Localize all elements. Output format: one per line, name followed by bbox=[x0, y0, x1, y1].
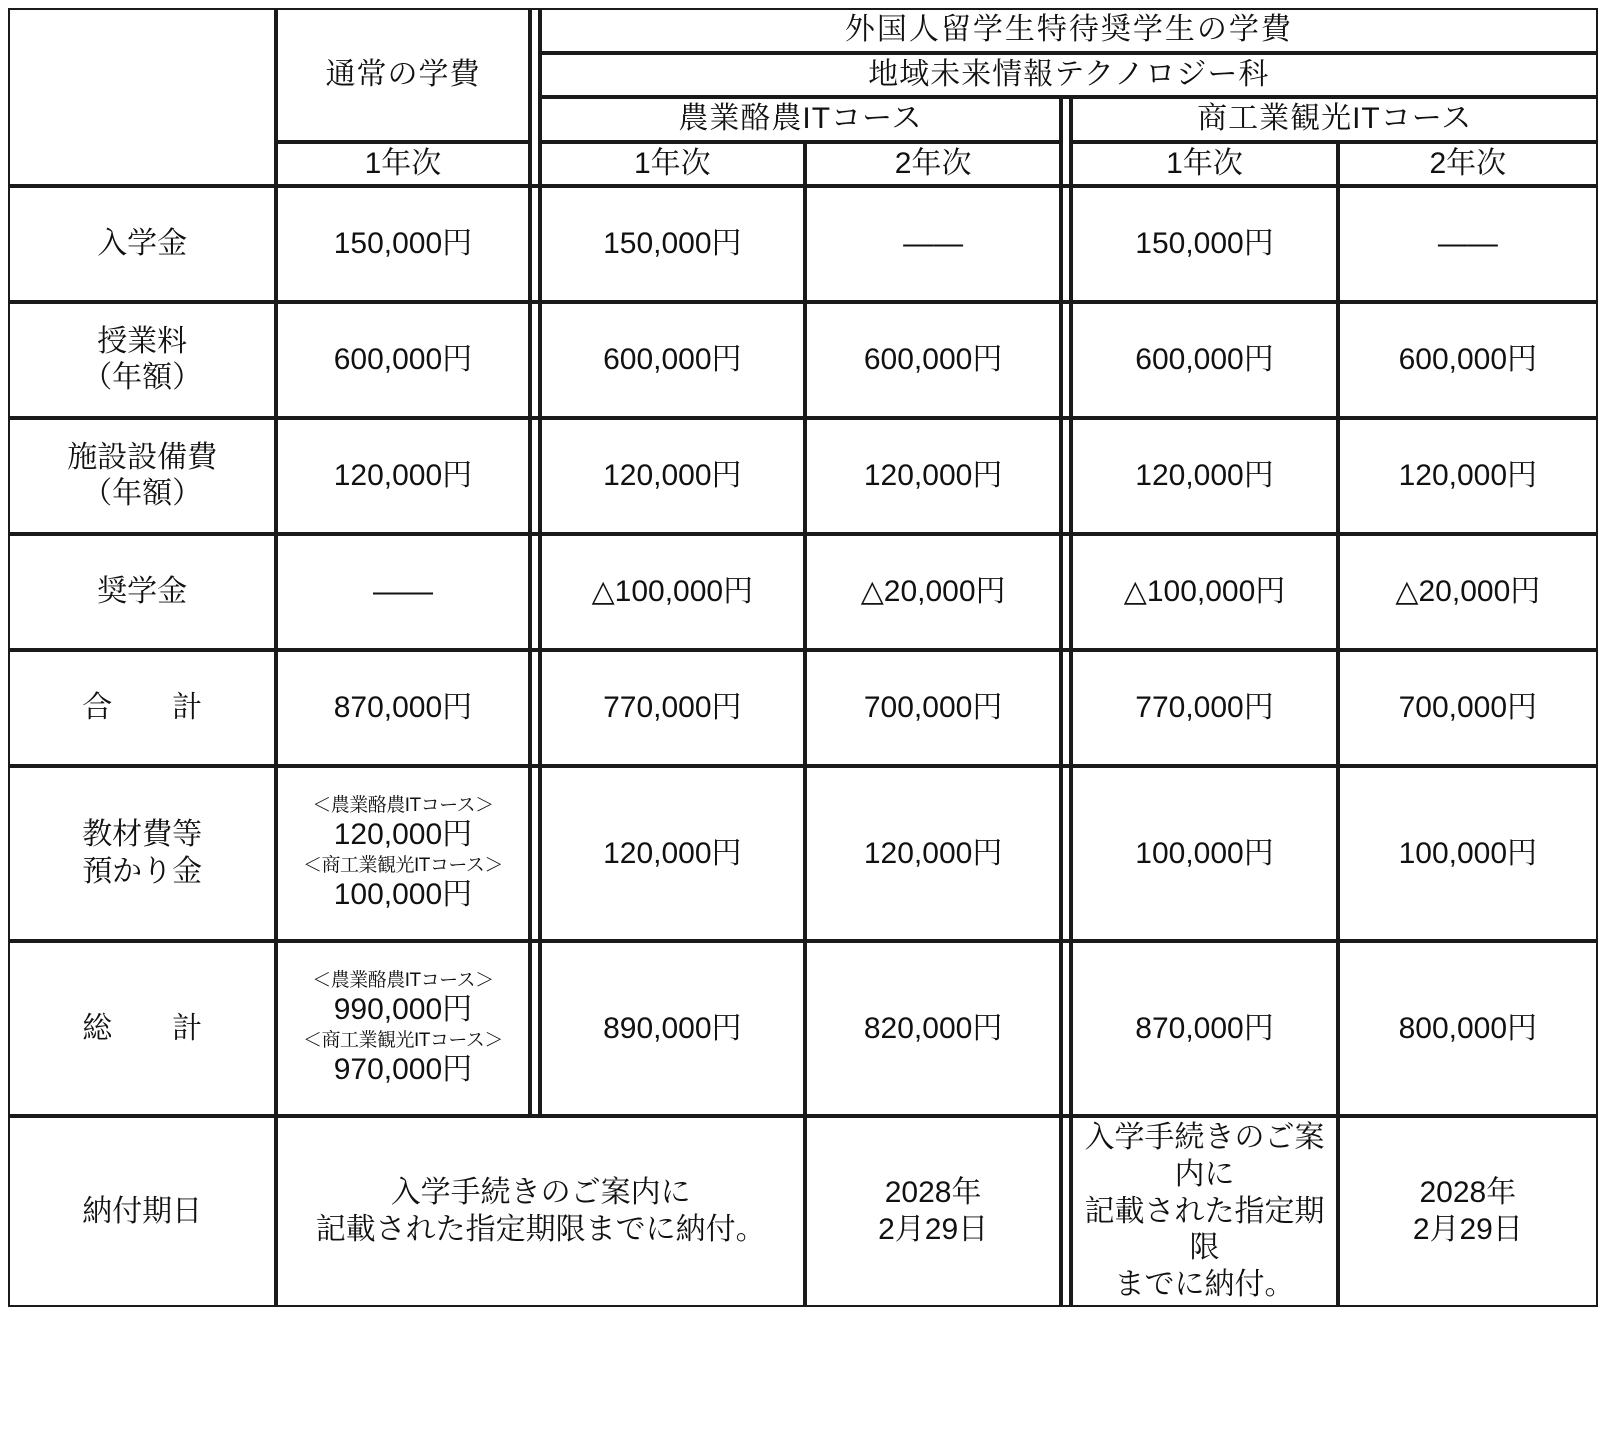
header-scholarship-tuition: 外国人留学生特待奨学生の学費 bbox=[540, 8, 1598, 53]
cell-admission-a1: 150,000円 bbox=[540, 186, 805, 302]
cell-scholarship-normal: —— bbox=[276, 534, 529, 650]
cell-subtotal-a2: 700,000円 bbox=[805, 650, 1061, 766]
column-gap-1 bbox=[530, 302, 540, 418]
cell-facility-a2: 120,000円 bbox=[805, 418, 1061, 534]
cell-facility-normal: 120,000円 bbox=[276, 418, 529, 534]
cell-payment-note-b-line2: 記載された指定期限 bbox=[1084, 1194, 1325, 1265]
table-row-payment-due bbox=[8, 1116, 1598, 1307]
table-row bbox=[8, 941, 1598, 1116]
column-gap-2 bbox=[1061, 766, 1071, 941]
row-label-material-deposit bbox=[8, 766, 276, 941]
cell-material-a2: 120,000円 bbox=[805, 766, 1061, 941]
header-corner-blank bbox=[8, 8, 276, 186]
cell-scholarship-a2: △20,000円 bbox=[805, 534, 1061, 650]
cell-tuition-b2: 600,000円 bbox=[1338, 302, 1598, 418]
column-gap-1 bbox=[530, 534, 540, 650]
cell-payment-date-b2-line1: 2028年 bbox=[1419, 1176, 1517, 1210]
cell-payment-date-a2-line1: 2028年 bbox=[884, 1176, 982, 1210]
cell-material-normal bbox=[276, 766, 529, 941]
cell-admission-b2: —— bbox=[1338, 186, 1598, 302]
cell-grandtotal-b1: 870,000円 bbox=[1071, 941, 1337, 1116]
cell-scholarship-b1: △100,000円 bbox=[1071, 534, 1337, 650]
cell-payment-date-b2 bbox=[1338, 1116, 1598, 1307]
cell-payment-date-a2 bbox=[805, 1116, 1061, 1307]
cell-payment-date-b2-line2: 2月29日 bbox=[1412, 1212, 1523, 1246]
column-gap-2 bbox=[1061, 1116, 1071, 1307]
cell-subtotal-normal: 870,000円 bbox=[276, 650, 529, 766]
tuition-fee-sheet bbox=[0, 8, 1600, 1450]
column-gap-1 bbox=[530, 941, 540, 1116]
column-gap-2 bbox=[1061, 941, 1071, 1116]
cell-facility-b1: 120,000円 bbox=[1071, 418, 1337, 534]
row-label-admission-fee: 入学金 bbox=[8, 186, 276, 302]
header-year-normal: 1年次 bbox=[276, 142, 529, 187]
row-label-facility-line1: 施設設備費 bbox=[67, 440, 218, 474]
cell-grandtotal-value-course-a: 990,000円 bbox=[333, 993, 473, 1027]
column-gap-2 bbox=[1061, 534, 1071, 650]
column-gap-1 bbox=[530, 8, 540, 186]
tuition-fee-table bbox=[8, 8, 1598, 1307]
cell-subtotal-b1: 770,000円 bbox=[1071, 650, 1337, 766]
cell-payment-note-group-b bbox=[1071, 1116, 1337, 1307]
cell-grandtotal-normal bbox=[276, 941, 529, 1116]
column-gap-1 bbox=[530, 650, 540, 766]
cell-payment-date-a2-line2: 2月29日 bbox=[878, 1212, 989, 1246]
row-label-tuition-line1: 授業料 bbox=[97, 324, 188, 358]
cell-payment-note-a-line2: 記載された指定期限までに納付。 bbox=[315, 1212, 766, 1246]
row-label-grand-total: 総 計 bbox=[8, 941, 276, 1116]
column-gap-2 bbox=[1061, 302, 1071, 418]
cell-grandtotal-value-course-b: 970,000円 bbox=[333, 1053, 473, 1087]
cell-payment-note-b-line3: までに納付。 bbox=[1114, 1267, 1295, 1301]
cell-scholarship-a1: △100,000円 bbox=[540, 534, 805, 650]
cell-material-b2: 100,000円 bbox=[1338, 766, 1598, 941]
cell-subtotal-b2: 700,000円 bbox=[1338, 650, 1598, 766]
header-normal-tuition: 通常の学費 bbox=[276, 8, 529, 142]
column-gap-1 bbox=[530, 418, 540, 534]
cell-admission-b1: 150,000円 bbox=[1071, 186, 1337, 302]
row-label-material-line1: 教材費等 bbox=[82, 818, 203, 852]
cell-material-value-course-a: 120,000円 bbox=[333, 818, 473, 852]
column-gap-2 bbox=[1061, 186, 1071, 302]
header-course-b: 商工業観光ITコース bbox=[1071, 97, 1598, 142]
cell-subtotal-a1: 770,000円 bbox=[540, 650, 805, 766]
cell-admission-normal: 150,000円 bbox=[276, 186, 529, 302]
table-row bbox=[8, 650, 1598, 766]
cell-material-note-course-a: ＜農業酪農ITコース＞ bbox=[312, 795, 494, 817]
cell-facility-b2: 120,000円 bbox=[1338, 418, 1598, 534]
header-year-b1: 1年次 bbox=[1071, 142, 1337, 187]
header-department: 地域未来情報テクノロジー科 bbox=[540, 53, 1598, 98]
row-label-facility-fee bbox=[8, 418, 276, 534]
row-label-tuition bbox=[8, 302, 276, 418]
header-year-a1: 1年次 bbox=[540, 142, 805, 187]
header-year-b2: 2年次 bbox=[1338, 142, 1598, 187]
row-label-scholarship: 奨学金 bbox=[8, 534, 276, 650]
cell-tuition-a2: 600,000円 bbox=[805, 302, 1061, 418]
cell-payment-note-group-a bbox=[276, 1116, 805, 1307]
cell-facility-a1: 120,000円 bbox=[540, 418, 805, 534]
cell-tuition-b1: 600,000円 bbox=[1071, 302, 1337, 418]
cell-grandtotal-a2: 820,000円 bbox=[805, 941, 1061, 1116]
table-row bbox=[8, 534, 1598, 650]
row-label-facility-line2: （年額） bbox=[82, 477, 203, 511]
cell-tuition-normal: 600,000円 bbox=[276, 302, 529, 418]
table-row bbox=[8, 766, 1598, 941]
column-gap-2 bbox=[1061, 418, 1071, 534]
row-label-material-line2: 預かり金 bbox=[82, 854, 203, 888]
cell-grandtotal-a1: 890,000円 bbox=[540, 941, 805, 1116]
cell-grandtotal-note-course-a: ＜農業酪農ITコース＞ bbox=[312, 970, 494, 992]
row-label-subtotal: 合 計 bbox=[8, 650, 276, 766]
column-gap-2 bbox=[1061, 650, 1071, 766]
column-gap-2 bbox=[1061, 97, 1071, 186]
row-label-tuition-line2: （年額） bbox=[82, 361, 203, 395]
cell-grandtotal-b2: 800,000円 bbox=[1338, 941, 1598, 1116]
table-row bbox=[8, 302, 1598, 418]
header-row-title bbox=[8, 8, 1598, 53]
table-row bbox=[8, 186, 1598, 302]
header-course-a: 農業酪農ITコース bbox=[540, 97, 1062, 142]
cell-material-note-course-b: ＜商工業観光ITコース＞ bbox=[302, 854, 503, 876]
column-gap-1 bbox=[530, 766, 540, 941]
cell-grandtotal-note-course-b: ＜商工業観光ITコース＞ bbox=[302, 1029, 503, 1051]
cell-payment-note-b-line1: 入学手続きのご案内に bbox=[1084, 1121, 1325, 1191]
row-label-payment-due: 納付期日 bbox=[8, 1116, 276, 1307]
cell-payment-note-a-line1: 入学手続きのご案内に bbox=[390, 1176, 691, 1210]
cell-material-value-course-b: 100,000円 bbox=[333, 878, 473, 912]
table-row bbox=[8, 418, 1598, 534]
cell-tuition-a1: 600,000円 bbox=[540, 302, 805, 418]
cell-material-a1: 120,000円 bbox=[540, 766, 805, 941]
cell-admission-a2: —— bbox=[805, 186, 1061, 302]
cell-material-b1: 100,000円 bbox=[1071, 766, 1337, 941]
column-gap-1 bbox=[530, 186, 540, 302]
cell-scholarship-b2: △20,000円 bbox=[1338, 534, 1598, 650]
header-year-a2: 2年次 bbox=[805, 142, 1061, 187]
